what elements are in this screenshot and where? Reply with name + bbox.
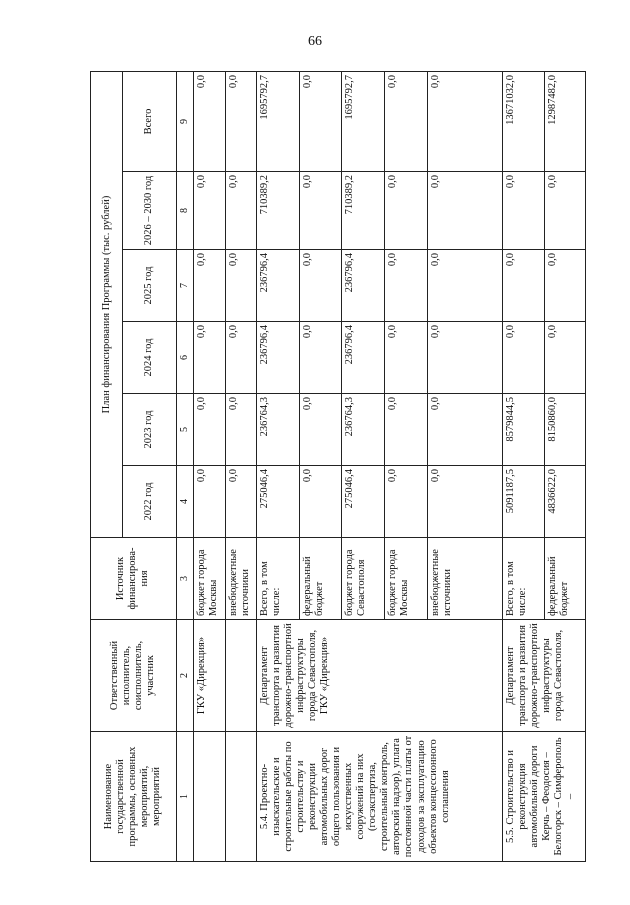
source-cell: федеральный бюджет (299, 538, 342, 620)
value-cell: 710389,2 (256, 172, 299, 250)
source-cell: бюджет города Москвы (194, 538, 225, 620)
value-cell: 0,0 (194, 466, 225, 538)
header-executor: Ответственный исполнитель, соисполнитель, участник (91, 620, 177, 732)
value-cell: 0,0 (225, 394, 256, 466)
measure-cell-empty (225, 732, 256, 862)
measure-cell-empty (194, 732, 225, 862)
value-cell: 0,0 (225, 172, 256, 250)
header-year: 2023 год (123, 394, 177, 466)
value-cell: 0,0 (385, 394, 428, 466)
source-cell: внебюджетные источники (428, 538, 503, 620)
measure-5-5: 5.5. Строительство и реконструкция автомобильной дороги Керчь – Феодосия – Белогорск – Симферополь – (503, 732, 586, 862)
column-index: 8 (176, 172, 194, 250)
header-plan: План финансирования Программы (тыс. рублей) (91, 71, 123, 537)
column-index: 1 (176, 732, 194, 862)
column-index: 5 (176, 394, 194, 466)
header-total: Всего (123, 71, 177, 171)
page-number: 66 (308, 34, 322, 49)
value-cell: 0,0 (428, 466, 503, 538)
value-cell: 236796,4 (256, 322, 299, 394)
value-cell: 0,0 (299, 394, 342, 466)
value-cell: 0,0 (225, 466, 256, 538)
executor-5-5: Департамент транспорта и развития дорожно-транспортной инфраструктуры города Севастополя, (503, 620, 586, 732)
value-cell: 0,0 (194, 250, 225, 322)
column-index: 4 (176, 466, 194, 538)
value-cell: 0,0 (503, 322, 544, 394)
source-cell: бюджет города Москвы (385, 538, 428, 620)
value-cell: 4836622,0 (544, 466, 586, 538)
value-cell: 0,0 (299, 71, 342, 171)
value-cell: 0,0 (428, 322, 503, 394)
executor-5-4: Департамент транспорта и развития дорожно-транспортной инфраструктуры города Севастополя, ГКУ «Дирекция» (256, 620, 502, 732)
value-cell: 0,0 (385, 322, 428, 394)
executor-cell-empty (225, 620, 256, 732)
header-name: Наименование государственной программы, основных мероприятий, мероприятий (91, 732, 177, 862)
column-index: 3 (176, 538, 194, 620)
header-year: 2024 год (123, 322, 177, 394)
value-cell: 0,0 (299, 322, 342, 394)
value-cell: 0,0 (194, 71, 225, 171)
value-cell: 0,0 (385, 466, 428, 538)
value-cell: 236796,4 (342, 322, 385, 394)
value-cell: 0,0 (225, 250, 256, 322)
source-cell: Всего, в том числе: (503, 538, 544, 620)
executor-cell: ГКУ «Дирекция» (194, 620, 225, 732)
column-index: 2 (176, 620, 194, 732)
header-year: 2026 – 2030 год (123, 172, 177, 250)
value-cell: 0,0 (503, 250, 544, 322)
value-cell: 0,0 (428, 172, 503, 250)
financing-table (90, 71, 586, 862)
value-cell: 0,0 (503, 172, 544, 250)
column-index: 9 (176, 71, 194, 171)
header-year: 2022 год (123, 466, 177, 538)
value-cell: 8150860,0 (544, 394, 586, 466)
value-cell: 0,0 (385, 71, 428, 171)
value-cell: 0,0 (299, 466, 342, 538)
value-cell: 275046,4 (256, 466, 299, 538)
value-cell: 0,0 (299, 172, 342, 250)
value-cell: 0,0 (385, 172, 428, 250)
value-cell: 236764,3 (256, 394, 299, 466)
value-cell: 0,0 (194, 394, 225, 466)
financing-table-rotated (90, 72, 586, 862)
value-cell: 0,0 (194, 322, 225, 394)
measure-5-4: 5.4. Проектно-изыскательские и строительные работы по строительству и реконструкции автомобильных дорог общего пользования и искусственных сооружений на них (госэкспертиза, строительный контроль, авторский надзор), уплата постоянной части платы от доходов за эксплуатацию объектов концессионного соглашения (256, 732, 502, 862)
value-cell: 0,0 (299, 250, 342, 322)
value-cell: 0,0 (428, 250, 503, 322)
value-cell: 710389,2 (342, 172, 385, 250)
value-cell: 236764,3 (342, 394, 385, 466)
value-cell: 0,0 (225, 71, 256, 171)
value-cell: 236796,4 (342, 250, 385, 322)
source-cell: Всего, в том числе: (256, 538, 299, 620)
value-cell: 236796,4 (256, 250, 299, 322)
value-cell: 0,0 (544, 322, 586, 394)
header-year: 2025 год (123, 250, 177, 322)
source-cell: федеральный бюджет (544, 538, 586, 620)
value-cell: 5091187,5 (503, 466, 544, 538)
value-cell: 0,0 (428, 71, 503, 171)
column-index: 6 (176, 322, 194, 394)
source-cell: бюджет города Севастополя (342, 538, 385, 620)
value-cell: 13671032,0 (503, 71, 544, 171)
value-cell: 0,0 (544, 172, 586, 250)
value-cell: 0,0 (225, 322, 256, 394)
value-cell: 0,0 (428, 394, 503, 466)
header-source: Источник финансирова-ния (91, 538, 177, 620)
value-cell: 0,0 (544, 250, 586, 322)
value-cell: 0,0 (194, 172, 225, 250)
value-cell: 1695792,7 (256, 71, 299, 171)
value-cell: 0,0 (385, 250, 428, 322)
value-cell: 275046,4 (342, 466, 385, 538)
value-cell: 1695792,7 (342, 71, 385, 171)
column-index: 7 (176, 250, 194, 322)
source-cell: внебюджетные источники (225, 538, 256, 620)
value-cell: 8579844,5 (503, 394, 544, 466)
value-cell: 12987482,0 (544, 71, 586, 171)
